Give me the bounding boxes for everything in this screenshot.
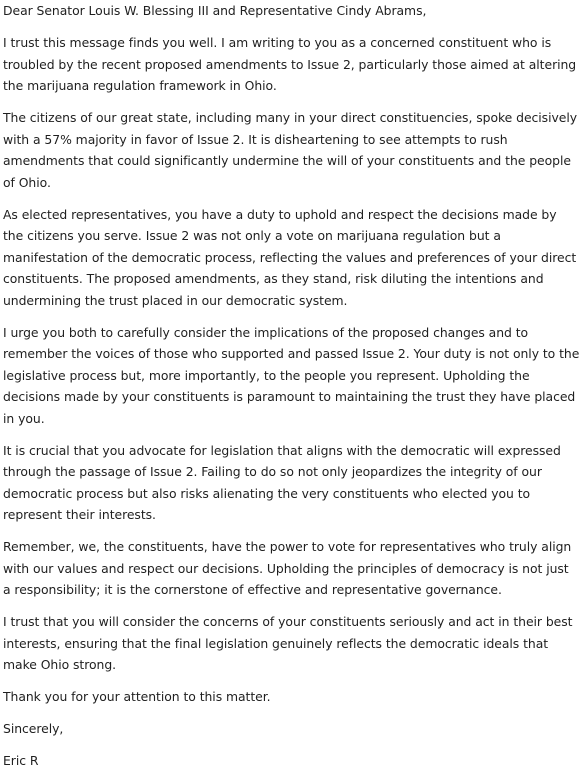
letter-paragraph-intro: I trust this message finds you well. I am writing to you as a concerned constituent who is troubled by the recent proposed amendments to Issue 2, particularly those aimed at altering the marijuana regulation framework in Ohio.: [3, 35, 577, 93]
letter-paragraph-urge: I urge you both to carefully consider the implications of the proposed changes and to remember the voices of those who supported and passed Issue 2. Your duty is not only to the legislative process but, more importantly, to the people you represent. Upholding the decisions made by your constituents is paramount to maintaining the trust they have placed in you.: [3, 324, 580, 426]
letter-paragraph-concerns: I trust that you will consider the concerns of your constituents seriously and act in their best interests, ensuring that the final legislation genuinely reflects the democratic ideals that make Ohio strong.: [3, 614, 573, 672]
letter-paragraph-remember: Remember, we, the constituents, have the power to vote for representatives who truly align with our values and respect our decisions. Upholding the principles of democracy is not just a responsibility; it is the cornerstone of effective and representative governance.: [3, 539, 572, 597]
letter-salutation: Dear Senator Louis W. Blessing III and Representative Cindy Abrams,: [3, 3, 427, 18]
letter-body: [3, 0, 580, 772]
letter-paragraph-duty: As elected representatives, you have a duty to uphold and respect the decisions made by the citizens you serve. Issue 2 was not only a vote on marijuana regulation but a manifestation of the democratic process, reflecting the values and preferences of your direct constituents. The proposed amendments, as they stand, risk diluting the intentions and undermining the trust placed in our democratic system.: [3, 206, 577, 308]
letter-signature: Eric R: [3, 753, 39, 768]
letter-closing: Sincerely,: [3, 721, 64, 736]
letter-paragraph-majority: The citizens of our great state, including many in your direct constituencies, spoke decisively with a 57% majority in favor of Issue 2. It is disheartening to see attempts to rush amendments that could significantly undermine the will of your constituents and the people of Ohio.: [3, 110, 577, 190]
letter-paragraph-thanks: Thank you for your attention to this matter.: [3, 689, 271, 704]
letter-paragraph-advocate: It is crucial that you advocate for legislation that aligns with the democratic will expressed through the passage of Issue 2. Failing to do so not only jeopardizes the integrity of our democratic process but also risks alienating the very constituents who elected you to represent their interests.: [3, 442, 561, 522]
